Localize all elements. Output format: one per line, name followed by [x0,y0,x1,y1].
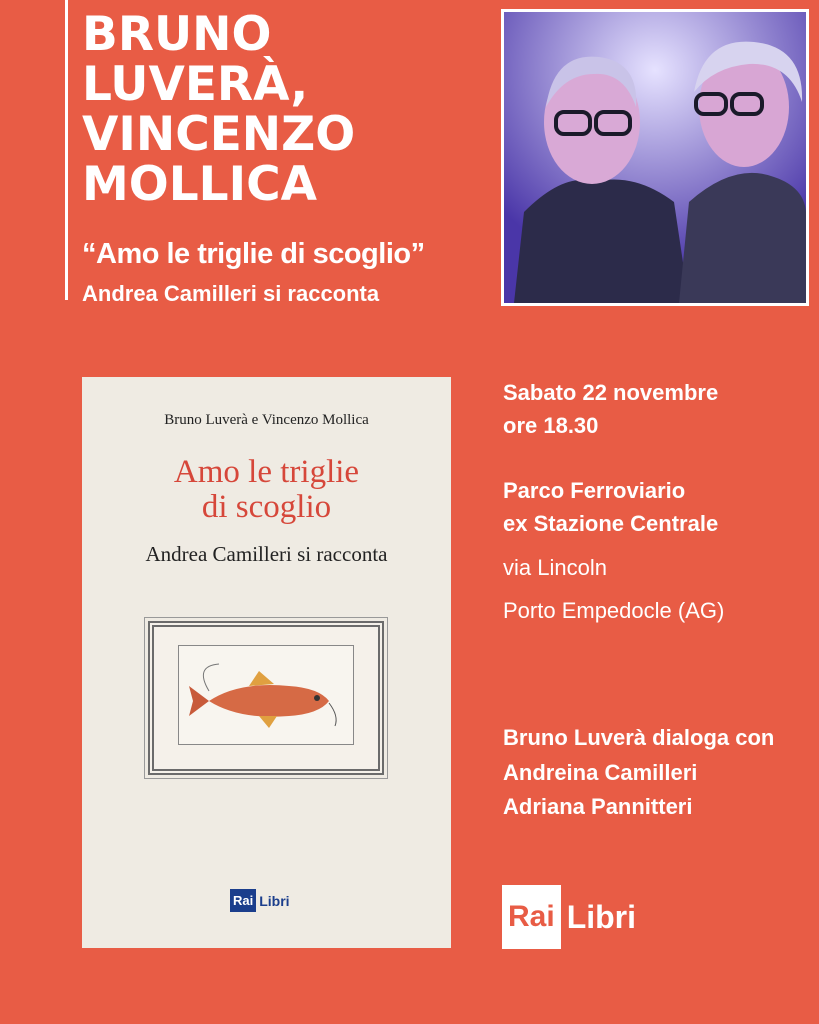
event-dialog-intro: Bruno Luverà dialoga con [503,725,775,750]
rai-logo-box: Rai [230,889,256,912]
rai-logo-box: Rai [502,885,561,949]
book-cover-authors: Bruno Luverà e Vincenzo Mollica [164,412,369,428]
event-date: Sabato 22 novembre [503,380,719,405]
libri-logo-text: Libri [566,898,637,935]
book-rai-libri-logo [230,889,290,912]
event-city: Porto Empedocle (AG) [503,598,725,623]
event-venue: Parco Ferroviario [503,478,686,503]
author-line: BRUNO [82,7,272,62]
event-street: via Lincoln [503,555,607,580]
book-subtitle-heading: Andrea Camilleri si racconta [82,281,380,306]
event-guest: Andreina Camilleri [503,760,698,785]
event-venue-detail: ex Stazione Centrale [503,511,719,536]
rai-libri-logo [502,885,636,949]
event-time: ore 18.30 [503,413,599,438]
authors-heading [82,7,356,212]
fish-icon [179,646,353,744]
book-cover-subtitle: Andrea Camilleri si racconta [145,542,388,566]
book-cover-title-line: Amo le triglie [173,454,360,490]
book-title-heading: “Amo le triglie di scoglio” [82,238,425,270]
authors-photo [501,9,809,306]
libri-logo-text: Libri [259,892,290,909]
author-line: VINCENZO [82,107,356,162]
book-cover [82,377,451,948]
book-cover-title [82,455,451,525]
book-cover-title-line: di scoglio [201,489,332,525]
fish-illustration [178,645,354,745]
fish-illustration-frame [148,621,384,775]
event-guest: Adriana Pannitteri [503,794,693,819]
author-line: LUVERÀ, [82,57,309,112]
author-line: MOLLICA [82,157,317,212]
header-divider [65,0,68,300]
